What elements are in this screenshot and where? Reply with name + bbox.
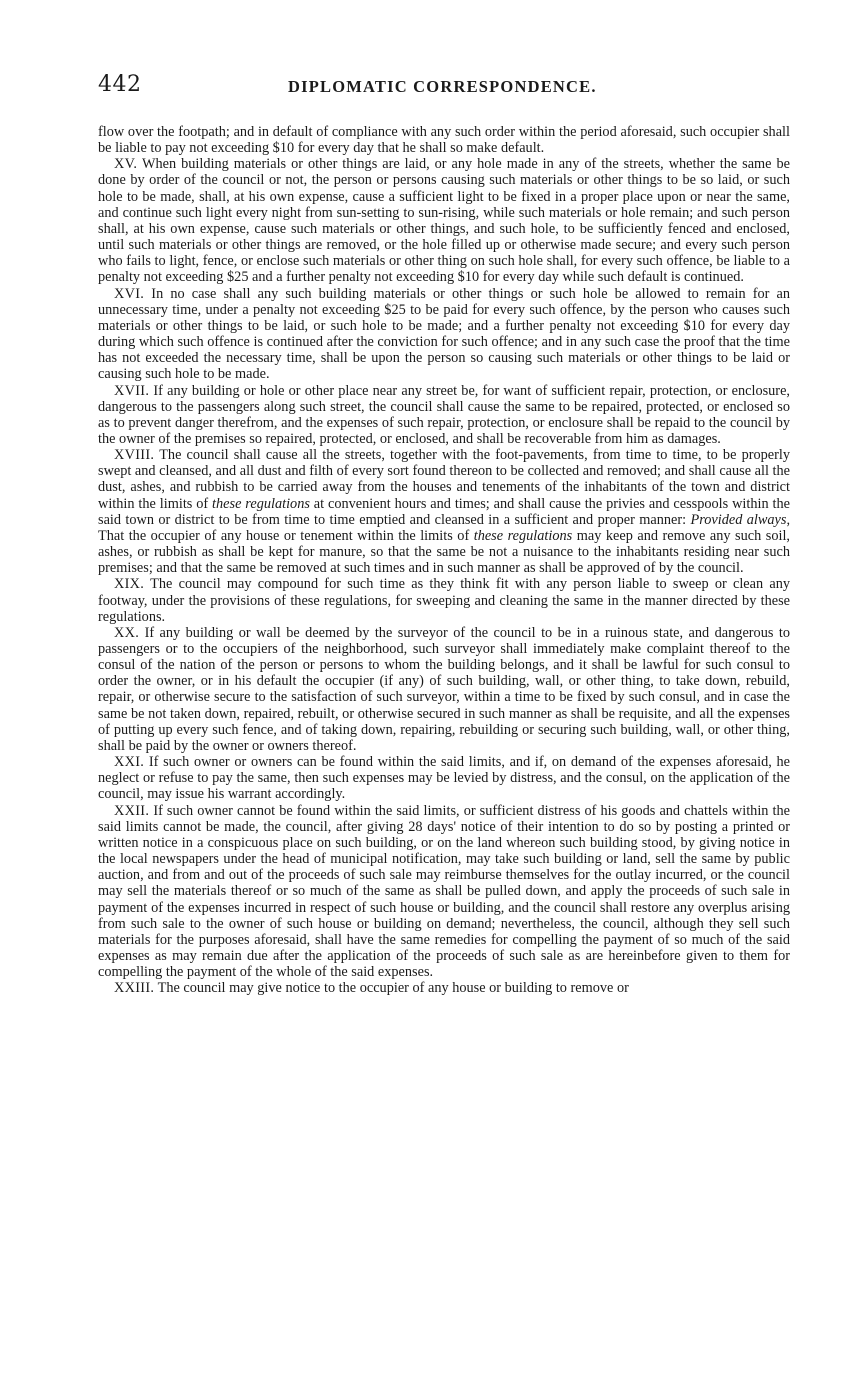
paragraph-text: When building materials or other things are laid, or any hole made in any of the streets, whether the same be done by order of the council or not, the person or persons causing such materials or other things to be so laid, or such hole to be made, shall, at his own expense, cause a sufficient light to be fixed in a proper place upon or near the same, and continue such light every night from sun-setting to sun-rising, while such materials or hole remain; and such person shall, at his own expense, cause such materials or other things, and such hole, to be sufficiently fenced and enclosed, until such materials or other things are removed, or the hole filled up or otherwise made secure; and every such person who fails to light, fence, or enclose such materials or other thing on such hole shall, for every such offence, be liable to a penalty not exceeding $25 and a further penalty not exceeding $10 for every day while such default is continued. xyxy=(98,156,790,286)
section-number: XX. xyxy=(114,624,140,641)
paragraph-text: may keep and remove any such soil, ashes, or rubbish as shall be kept for manure, so that the same be not a nuisance to the inhabitants residing near such premises; and that the same be removed at such times and in such manner as shall be approved of by the council. xyxy=(98,527,790,577)
section-number: XIX. xyxy=(114,576,145,593)
page-header xyxy=(98,72,798,102)
section-number: XVIII. xyxy=(114,447,155,464)
paragraph xyxy=(98,286,790,383)
paragraph-text: at convenient hours and times; and shall cause the privies and cesspools within the said town or district to be from time to time emptied and cleansed in a sufficient and proper manner: xyxy=(98,495,790,528)
running-head: DIPLOMATIC CORRESPONDENCE. xyxy=(288,77,597,96)
paragraph xyxy=(98,447,790,576)
paragraph-text: If such owner or owners can be found within the said limits, and if, on demand of the expenses aforesaid, he neglect or refuse to pay the same, then such expenses may be levied by distress, and the consul, on the application of the council, may issue his warrant accordingly. xyxy=(98,754,790,803)
section-number: XVII. xyxy=(114,382,150,399)
section-number: XVI. xyxy=(114,285,145,302)
paragraph xyxy=(98,754,790,802)
italic-text: these regulations xyxy=(473,527,573,544)
paragraph xyxy=(98,625,790,754)
paragraph xyxy=(98,980,790,996)
section-number: XXII. xyxy=(114,802,150,819)
page-number: 442 xyxy=(98,72,142,97)
paragraph-text: flow over the footpath; and in default of compliance with any such order within the period aforesaid, such occupier shall be liable to pay not exceeding $10 for every day that he shall so make default. xyxy=(98,124,790,157)
paragraph-text: , That the occupier of any house or tenement within the limits of xyxy=(98,511,791,544)
section-number: XXI. xyxy=(114,754,145,771)
paragraph xyxy=(98,124,790,156)
section-number: XV. xyxy=(114,156,138,173)
paragraph-text: The council may compound for such time as they think fit with any person liable to sweep or clean any footway, under the provisions of these regulations, for sweeping and cleaning the same in the manner directed by these regulations. xyxy=(98,576,790,625)
paragraph-text: The council may give notice to the occupier of any house or building to remove or xyxy=(154,980,629,997)
paragraph-text: If any building or hole or other place near any street be, for want of sufficient repair, protection, or enclosure, dangerous to the passengers along such street, the council shall cause the same to be repaired, protected, or enclosed so as to prevent danger therefrom, and the expenses of such repair, protection, or enclosure shall be repaid to the council by the owner of the premises so repaired, protected, or enclosed, and shall be recoverable from him as damages. xyxy=(98,382,790,447)
section-number: XXIII. xyxy=(114,980,155,997)
paragraph xyxy=(98,803,790,981)
italic-text: these regulations xyxy=(212,495,310,512)
paragraph-text: If such owner cannot be found within the said limits, or sufficient distress of his goods and chattels within the said limits cannot be made, the council, after giving 28 days' notice of their intention to do so by posting a printed or written notice in a conspicuous place on such building, or on the land whereon such building stood, by giving notice in the local newspapers under the head of municipal notification, may take such building or land, sell the same by public auction, and from and out of the proceeds of such sale may reimburse themselves for the outlay incurred, or the council may sell the materials thereof or so much of the same as shall be pulled down, and apply the proceeds of such sale in payment of the expenses incurred in respect of such house or building, and the council shall restore any overplus arising from such sale to the owner of such house or building on demand; nevertheless, the council, although they sell such materials for the purposes aforesaid, shall have the same remedies for compelling the payment of so much of the said expenses as may remain due after the application of the proceeds of such sale as are hereinbefore given to them for compelling the payment of the whole of the said expenses. xyxy=(98,802,790,981)
paragraph xyxy=(98,576,790,624)
paragraph-text: In no case shall any such building materials or other things or such hole be allowed to remain for an unnecessary time, under a penalty not exceeding $25 to be paid for every such offence, by the person who causes such materials or other things to be laid, or such hole to be made; and a further penalty not exceeding $10 for every day during which such offence is continued after the conviction for such offence; and in any such case the proof that the time has not exceeded the necessary time, shall be upon the person so causing such materials or other things to be laid or causing such hole to be made. xyxy=(98,285,790,383)
paragraph xyxy=(98,156,790,285)
italic-text: Provided always xyxy=(690,511,787,528)
paragraph-text: If any building or wall be deemed by the surveyor of the council to be in a ruinous state, and dangerous to passengers or to the occupiers of the neighborhood, such surveyor shall immediately make complaint thereof to the consul of the nation of the person or persons to whom the building belongs, and it shall be lawful for such consul to order the owner, or in his default the occupier (if any) of such building, wall, or other thing, to take down, rebuild, repair, or otherwise secure to the satisfaction of such surveyor, within a time to be fixed by such consul, and in case the same be not taken down, repaired, rebuilt, or otherwise secured in such manner as shall be requisite, and all the expenses of putting up every such fence, and of taking down, repairing, rebuilding or securing such building, wall, or other thing, shall be paid by the owner or owners thereof. xyxy=(98,624,790,754)
paragraph xyxy=(98,383,790,448)
paragraph-text: The council shall cause all the streets, together with the foot-pavements, from time to time, to be properly swept and cleansed, and all dust and filth of every sort found thereon to be collected and removed; and shall cause all the dust, ashes, and rubbish to be carried away from the houses and tenements of the inhabitants of the town and district within the limits of xyxy=(98,447,790,512)
document-body xyxy=(98,124,790,996)
